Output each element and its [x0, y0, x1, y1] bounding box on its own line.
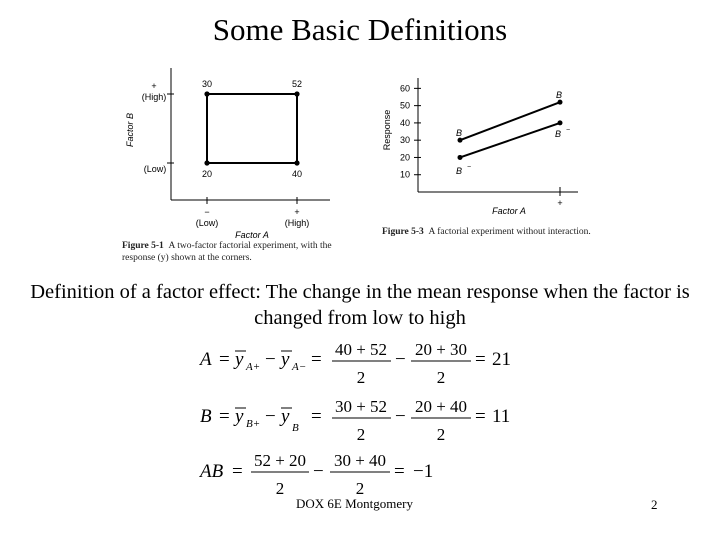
- eq-a-result: 21: [492, 349, 511, 370]
- eq-a-lhs: A: [200, 349, 212, 370]
- fig3-label-b-minus-high: B: [554, 129, 562, 139]
- svg-text:−: −: [265, 406, 276, 427]
- fig3-label-b-minus-low: B: [455, 166, 463, 176]
- fig3-y-tick-label: 10: [399, 169, 410, 180]
- eq-a-ybar1: y: [235, 349, 244, 370]
- eq-b-sub2: B: [292, 422, 299, 434]
- fig1-value-top-left: 30: [201, 79, 213, 89]
- fig3-series-line-b-plus: [460, 102, 560, 140]
- fig1-design-square: [207, 94, 297, 163]
- svg-text:=: =: [311, 349, 322, 370]
- fig3-data-point: [558, 100, 563, 105]
- eq-a-num2: 20 + 30: [414, 340, 468, 359]
- eq-b-sub1: B+: [246, 418, 261, 430]
- eq-ab-den1: 2: [275, 479, 285, 498]
- fig1-x-axis-label: Factor A: [235, 230, 269, 240]
- effect-equations: [195, 335, 535, 505]
- eq-ab-lhs: AB: [200, 461, 224, 482]
- fig3-x-axis-label: Factor A: [492, 206, 526, 216]
- svg-text:=: =: [219, 406, 230, 427]
- svg-text:−: −: [265, 349, 276, 370]
- fig3-y-axis-label: Response: [382, 109, 392, 151]
- fig1-corner-point: [204, 160, 209, 165]
- page-number: 2: [651, 497, 658, 512]
- fig3-caption-text: A factorial experiment without interaction.: [428, 227, 591, 237]
- fig1-y-high-sign: +: [151, 81, 157, 91]
- fig3-label-minus-superscript: −: [467, 164, 472, 171]
- eq-b-den2: 2: [436, 425, 446, 444]
- fig3-x-high-sign: +: [557, 198, 563, 208]
- fig1-value-bottom-right: 40: [291, 169, 303, 179]
- fig3-y-tick-label: 60: [399, 83, 410, 94]
- fig1-caption-text: A two-factor factorial experiment, with the response (y) shown at the corners.: [122, 241, 332, 263]
- eq-b-ybar2: y: [281, 406, 290, 427]
- fig3-label-minus-superscript: −: [566, 127, 571, 134]
- svg-text:=: =: [232, 461, 243, 482]
- svg-text:=: =: [394, 461, 405, 482]
- fig3-label-b-plus-low: B: [455, 128, 463, 138]
- slide-title: Some Basic Definitions: [212, 12, 508, 47]
- figure-5-3-caption: [382, 226, 610, 238]
- fig1-y-high-label: (High): [141, 92, 167, 102]
- footer-source: DOX 6E Montgomery: [296, 496, 413, 511]
- fig3-data-point: [558, 120, 563, 125]
- fig3-y-tick-label: 40: [399, 117, 410, 128]
- fig3-data-point: [458, 138, 463, 143]
- fig1-x-high-label: (High): [284, 218, 310, 228]
- svg-text:=: =: [219, 349, 230, 370]
- fig1-value-top-right: 52: [291, 79, 303, 89]
- fig3-label-b-plus-high: B: [555, 90, 563, 100]
- fig3-series-line-b-minus: [460, 123, 560, 158]
- svg-text:=: =: [475, 349, 486, 370]
- eq-b-num1: 30 + 52: [334, 397, 388, 416]
- eq-a-ybar2: y: [281, 349, 290, 370]
- eq-ab-result: −1: [413, 461, 434, 482]
- svg-text:=: =: [475, 406, 486, 427]
- fig3-data-point: [458, 155, 463, 160]
- fig1-value-bottom-left: 20: [201, 169, 213, 179]
- fig3-caption-id: Figure 5-3: [382, 227, 424, 237]
- eq-ab-den2: 2: [355, 479, 365, 498]
- eq-ab-num1: 52 + 20: [253, 451, 307, 470]
- eq-b-lhs: B: [200, 406, 212, 427]
- eq-a-num1: 40 + 52: [334, 340, 388, 359]
- fig1-corner-point: [294, 160, 299, 165]
- eq-ab-num2: 30 + 40: [333, 451, 387, 470]
- fig1-x-low-sign: −: [204, 207, 210, 217]
- fig1-y-axis-label: Factor B: [125, 112, 135, 148]
- fig1-corner-point: [204, 91, 209, 96]
- eq-a-den2: 2: [436, 368, 446, 387]
- eq-a-sub1: A+: [246, 361, 261, 373]
- fig3-y-tick-label: 20: [399, 152, 410, 163]
- eq-b-den1: 2: [356, 425, 366, 444]
- fig3-y-tick-label: 30: [399, 135, 410, 146]
- eq-b-num2: 20 + 40: [414, 397, 468, 416]
- fig1-x-low-label: (Low): [195, 218, 219, 228]
- eq-a-sub2: A−: [292, 361, 307, 373]
- eq-b-ybar1: y: [235, 406, 244, 427]
- eq-b-result: 11: [492, 406, 511, 427]
- figure-5-3: [378, 72, 608, 232]
- figure-5-1-caption: [122, 240, 367, 264]
- fig1-y-low-label: (Low): [143, 164, 167, 174]
- svg-text:−: −: [313, 461, 324, 482]
- fig1-caption-id: Figure 5-1: [122, 241, 164, 251]
- svg-text:−: −: [395, 349, 406, 370]
- fig3-y-tick-label: 50: [399, 100, 410, 111]
- fig1-x-high-sign: +: [294, 207, 300, 217]
- svg-text:−: −: [395, 406, 406, 427]
- svg-text:=: =: [311, 406, 322, 427]
- eq-a-den1: 2: [356, 368, 366, 387]
- fig1-corner-point: [294, 91, 299, 96]
- definition-text: Definition of a factor effect: The change in the mean response when the factor is changed from low to high: [30, 281, 690, 329]
